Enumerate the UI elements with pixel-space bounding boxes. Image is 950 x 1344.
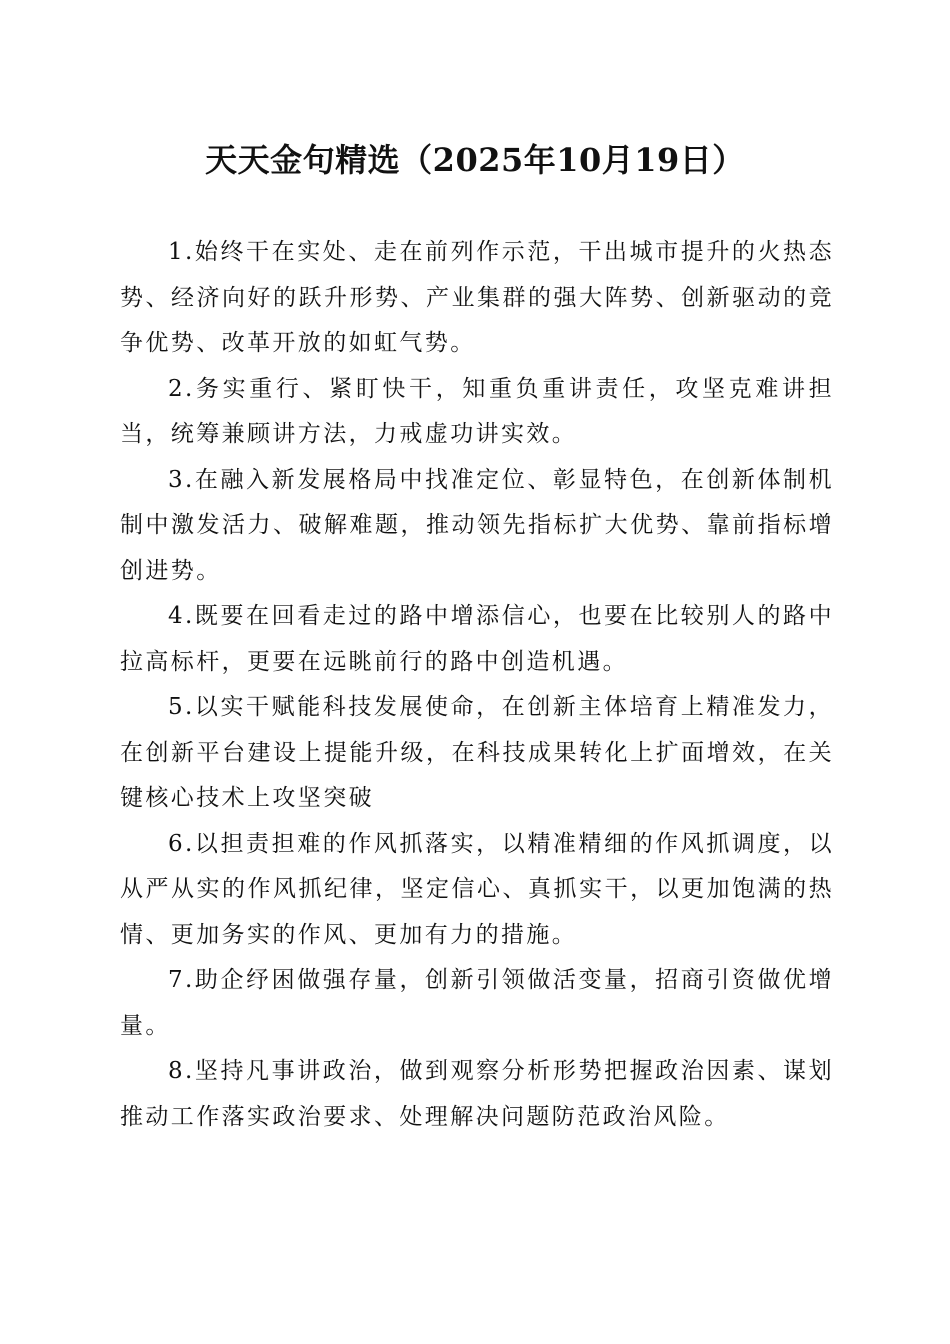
quote-item-7: 7.助企纾困做强存量，创新引领做活变量，招商引资做优增量。 xyxy=(120,967,834,1039)
quote-item-6: 6.以担责担难的作风抓落实，以精准精细的作风抓调度，以从严从实的作风抓纪律，坚定信心、真抓实干，以更加饱满的热情、更加务实的作风、更加有力的措施。 xyxy=(120,830,834,948)
quote-list xyxy=(120,230,834,1140)
document-title: 天天金句精选（2025年10月19日） xyxy=(205,141,745,179)
quote-item-3: 3.在融入新发展格局中找准定位、彰显特色，在创新体制机制中激发活力、破解难题，推动领先指标扩大优势、靠前指标增创进势。 xyxy=(120,466,834,584)
quote-item-1: 1.始终干在实处、走在前列作示范，干出城市提升的火热态势、经济向好的跃升形势、产业集群的强大阵势、创新驱动的竞争优势、改革开放的如虹气势。 xyxy=(120,239,834,356)
quote-item-8: 8.坚持凡事讲政治，做到观察分析形势把握政治因素、谋划推动工作落实政治要求、处理解决问题防范政治风险。 xyxy=(120,1058,834,1130)
quote-item-2: 2.务实重行、紧盯快干，知重负重讲责任，攻坚克难讲担当，统筹兼顾讲方法，力戒虚功讲实效。 xyxy=(120,375,834,447)
quote-item-5: 5.以实干赋能科技发展使命，在创新主体培育上精准发力，在创新平台建设上提能升级，在科技成果转化上扩面增效，在关键核心技术上攻坚突破 xyxy=(120,694,834,811)
quote-item-4: 4.既要在回看走过的路中增添信心，也要在比较别人的路中拉高标杆，更要在远眺前行的路中创造机遇。 xyxy=(120,603,834,675)
